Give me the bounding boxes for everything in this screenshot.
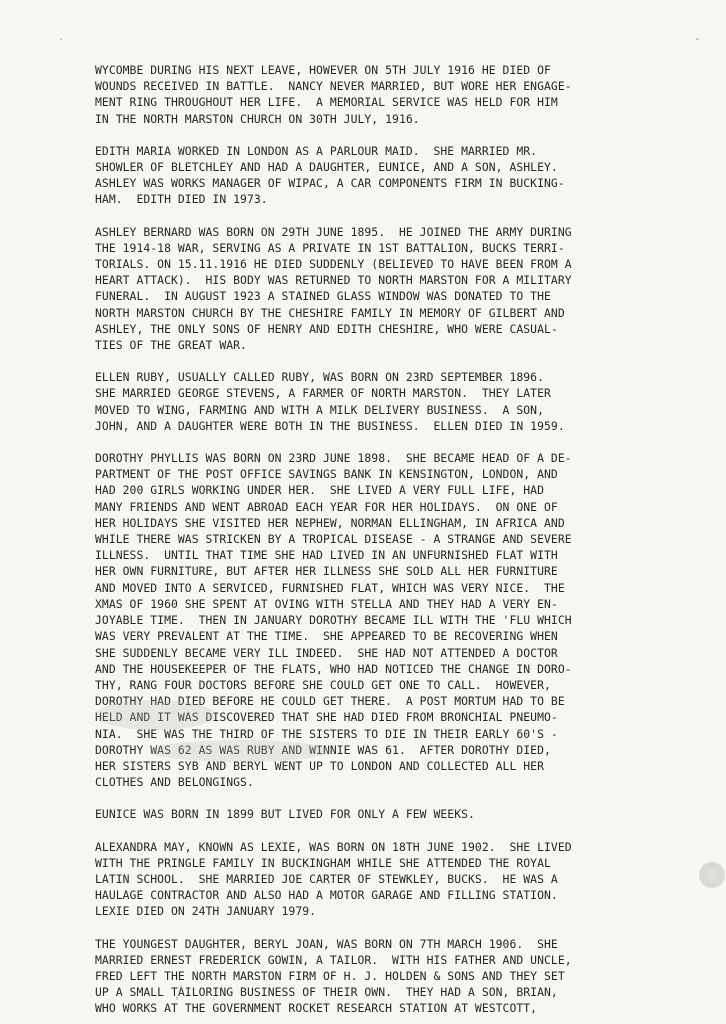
paragraph-gilbert-nancy: WYCOMBE DURING HIS NEXT LEAVE, HOWEVER ON 5TH JULY 1916 HE DIED OF WOUNDS RECEIVED IN BATTLE. NANCY NEVER MARRIED, BUT WORE HER ENGAGE- MENT RING THROUGHOUT HER LIFE. A MEMORIAL SERVICE WAS HELD FOR HIM IN THE NORTH MARSTON CHURCH ON 30TH JULY, 1916. — [95, 63, 572, 126]
paragraph-ashley: ASHLEY BERNARD WAS BORN ON 29TH JUNE 1895. HE JOINED THE ARMY DURING THE 1914-18 WAR, SERVING AS A PRIVATE IN 1ST BATTALION, BUCKS TERRI- TORIALS. ON 15.11.1916 HE DIED SUDDENLY (BELIEVED TO HAVE BEEN FROM A HEART ATTACK). HIS BODY WAS RETURNED TO NORTH MARSTON FOR A MILITARY FUNERAL. IN AUGUST 1923 A STAINED GLASS WINDOW WAS DONATED TO THE NORTH MARSTON CHURCH BY THE CHESHIRE FAMILY IN MEMORY OF GILBERT AND ASHLEY, THE ONLY SONS OF HENRY AND EDITH CHESHIRE, WHO WERE CASUAL- TIES OF THE GREAT WAR. — [95, 224, 572, 353]
punch-hole-mark — [699, 862, 725, 888]
scan-smudge — [150, 740, 330, 762]
scan-speck — [180, 985, 182, 991]
document-body — [95, 62, 707, 1017]
paragraph-dorothy: DOROTHY PHYLLIS WAS BORN ON 23RD JUNE 1898. SHE BECAME HEAD OF A DE- PARTMENT OF THE POST OFFICE SAVINGS BANK IN KENSINGTON, LONDON, AND HAD 200 GIRLS WORKING UNDER HER. SHE LIVED A VERY FULL LIFE, HAD MANY FRIENDS AND WENT ABROAD EACH YEAR FOR HER HOLIDAYS. ON ONE OF HER HOLIDAYS SHE VISITED HER NEPHEW, NORMAN ELLINGHAM, IN AFRICA AND WHILE THERE WAS STRICKEN BY A TROPICAL DISEASE - A STRANGE AND SEVERE ILLNESS. UNTIL THAT TIME SHE HAD LIVED IN AN UNFURNISHED FLAT WITH HER OWN FURNITURE, BUT AFTER HER ILLNESS SHE SOLD ALL HER FURNITURE AND MOVED INTO A SERVICED, FURNISHED FLAT, WHICH WAS VERY NICE. THE XMAS OF 1960 SHE SPENT AT OVING WITH STELLA AND THEY HAD A VERY EN- JOYABLE TIME. THEN IN JANUARY DOROTHY BECAME ILL WITH THE 'FLU WHICH WAS VERY PREVALENT AT THE TIME. SHE APPEARED TO BE RECOVERING WHEN SHE SUDDENLY BECAME VERY ILL INDEED. SHE HAD NOT ATTENDED A DOCTOR AND THE HOUSEKEEPER OF THE FLATS, WHO HAD NOTICED THE CHANGE IN DORO- THY, RANG FOUR DOCTORS BEFORE SHE COULD GET ONE TO CALL. HOWEVER, DOROTHY HAD DIED BEFORE HE COULD GET THERE. A POST MORTUM HAD TO BE HELD AND IT WAS DISCOVERED THAT SHE HAD DIED FROM BRONCHIAL PNEUMO- NIA. SHE WAS THE THIRD OF THE SISTERS TO DIE IN THEIR EARLY 60'S - DOROTHY WAS 62 AS WAS RUBY AND WINNIE WAS 61. AFTER DOROTHY DIED, HER SISTERS SYB AND BERYL WENT UP TO LONDON AND COLLECTED ALL HER CLOTHES AND BELONGINGS. — [95, 451, 572, 790]
paragraph-alexandra: ALEXANDRA MAY, KNOWN AS LEXIE, WAS BORN ON 18TH JUNE 1902. SHE LIVED WITH THE PRINGLE FAMILY IN BUCKINGHAM WHILE SHE ATTENDED THE ROYAL LATIN SCHOOL. SHE MARRIED JOE CARTER OF STEWKLEY, BUCKS. HE WAS A HAULAGE CONTRACTOR AND ALSO HAD A MOTOR GARAGE AND FILLING STATION. LEXIE DIED ON 24TH JANUARY 1979. — [95, 839, 572, 919]
scan-speck — [696, 38, 699, 40]
paragraph-ellen-ruby: ELLEN RUBY, USUALLY CALLED RUBY, WAS BORN ON 23RD SEPTEMBER 1896. SHE MARRIED GEORGE STEVENS, A FARMER OF NORTH MARSTON. THEY LATER MOVED TO WING, FARMING AND WITH A MILK DELIVERY BUSINESS. A SON, JOHN, AND A DAUGHTER WERE BOTH IN THE BUSINESS. ELLEN DIED IN 1959. — [95, 370, 565, 433]
paragraph-eunice: EUNICE WAS BORN IN 1899 BUT LIVED FOR ONLY A FEW WEEKS. — [95, 807, 475, 822]
scan-speck — [176, 996, 178, 1000]
paragraph-edith: EDITH MARIA WORKED IN LONDON AS A PARLOUR MAID. SHE MARRIED MR. SHOWLER OF BLETCHLEY AND HAD A DAUGHTER, EUNICE, AND A SON, ASHLEY. ASHLEY WAS WORKS MANAGER OF WIPAC, A CAR COMPONENTS FIRM IN BUCKING- HAM. EDITH DIED IN 1973. — [95, 143, 565, 207]
scan-speck — [60, 38, 62, 40]
paragraph-beryl: THE YOUNGEST DAUGHTER, BERYL JOAN, WAS BORN ON 7TH MARCH 1906. SHE MARRIED ERNEST FREDERICK GOWIN, A TAILOR. WITH HIS FATHER AND UNCLE, FRED LEFT THE NORTH MARSTON FIRM OF H. J. HOLDEN & SONS AND THEY SET UP A SMALL TAILORING BUSINESS OF THEIR OWN. THEY HAD A SON, BRIAN, WHO WORKS AT THE GOVERNMENT ROCKET RESEARCH STATION AT WESTCOTT, — [95, 936, 572, 1016]
scan-smudge — [95, 700, 215, 730]
